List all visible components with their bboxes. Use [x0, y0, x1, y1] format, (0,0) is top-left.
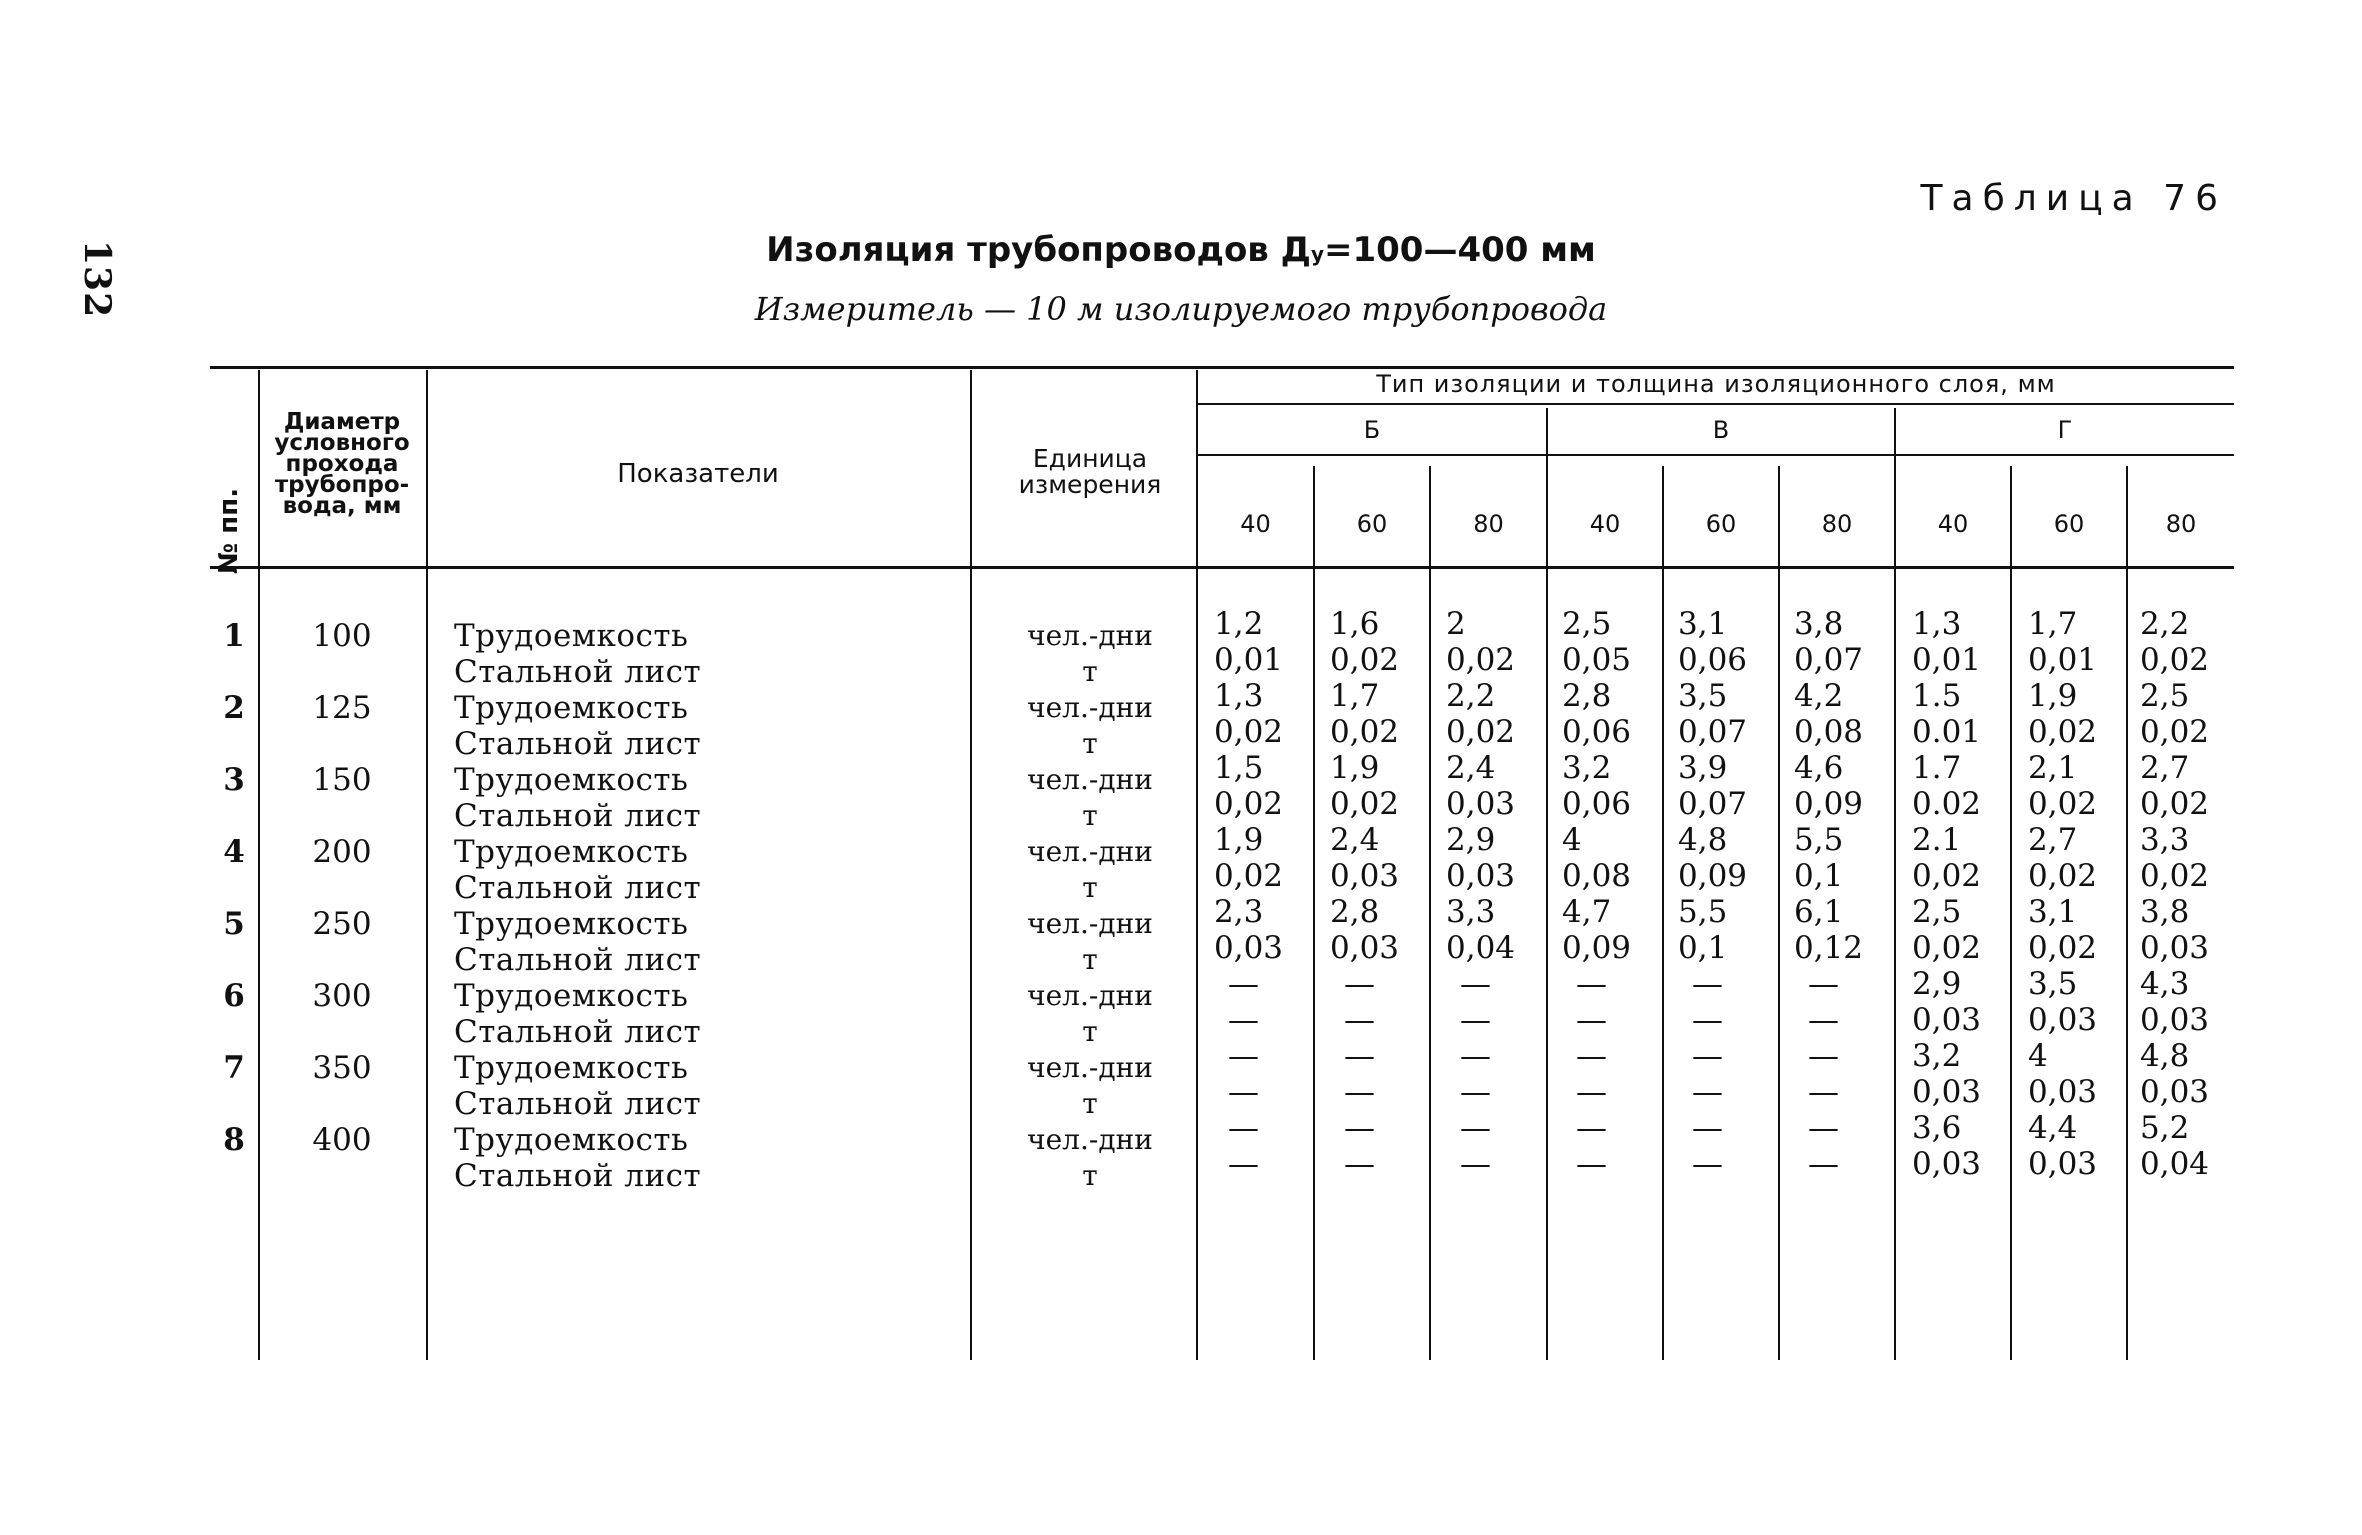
value-cell: —	[1228, 1074, 1259, 1110]
data-table	[210, 366, 2234, 1366]
value-cell: 4,8	[1678, 822, 1728, 858]
value-cell: 2,3	[1214, 894, 1264, 930]
value-cell: —	[1692, 1110, 1723, 1146]
header-thickness-3: 40	[1589, 510, 1621, 538]
row-indicator: Трудоемкость	[454, 690, 689, 726]
row-indicator: Трудоемкость	[454, 1122, 689, 1158]
row-unit: чел.-дни	[1027, 1051, 1153, 1084]
value-cell: —	[1576, 1110, 1607, 1146]
value-cell: 0,03	[2028, 1146, 2098, 1182]
value-cell: 0,01	[1912, 642, 1982, 678]
value-cell: 2,5	[2140, 678, 2190, 714]
value-cell: —	[1460, 1110, 1491, 1146]
value-cell: 0,09	[1794, 786, 1864, 822]
table-top-rule	[210, 366, 2234, 369]
value-cell: 0,03	[1330, 930, 1400, 966]
value-cell: —	[1576, 966, 1607, 1002]
value-column-4	[1678, 606, 1747, 1182]
col-divider-g80	[2126, 466, 2128, 1360]
value-cell: —	[1228, 1002, 1259, 1038]
value-cell: 2,4	[1446, 750, 1496, 786]
value-cell: 0,08	[1794, 714, 1864, 750]
header-indicators: Показатели	[617, 459, 779, 489]
col-divider-group-b	[1546, 408, 1548, 1360]
value-cell: —	[1692, 1146, 1723, 1182]
value-cell: —	[1344, 1146, 1375, 1182]
row-number: 5	[223, 906, 245, 942]
header-thickness-8: 80	[2165, 510, 2197, 538]
value-cell: 3,3	[2140, 822, 2190, 858]
value-cell: 2,7	[2140, 750, 2190, 786]
value-column-8	[2140, 606, 2209, 1182]
value-cell: 3,6	[1912, 1110, 1962, 1146]
header-unit: Единица измерения	[1018, 444, 1162, 499]
value-cell: 2,7	[2028, 822, 2078, 858]
value-cell: 0,03	[2140, 930, 2210, 966]
value-cell: 3,9	[1678, 750, 1728, 786]
col-divider-g60	[2010, 466, 2012, 1360]
row-diameter: 400	[312, 1122, 372, 1158]
value-cell: 0,12	[1794, 930, 1864, 966]
value-cell: 3,3	[1446, 894, 1496, 930]
value-cell: —	[1576, 1074, 1607, 1110]
value-cell: 4,6	[1794, 750, 1844, 786]
row-unit: чел.-дни	[1027, 763, 1153, 796]
value-cell: 6,1	[1794, 894, 1844, 930]
value-column-6	[1912, 606, 1981, 1182]
row-unit: т	[1082, 871, 1098, 904]
value-cell: 0,02	[1330, 714, 1400, 750]
row-diameter: 125	[312, 690, 372, 726]
value-cell: 0,02	[2028, 714, 2098, 750]
value-cell: 0,01	[2028, 642, 2098, 678]
value-cell: 4	[2028, 1038, 2048, 1074]
row-indicator: Трудоемкость	[454, 1050, 689, 1086]
value-cell: 0,02	[1446, 714, 1516, 750]
row-number: 3	[223, 762, 245, 798]
row-unit: чел.-дни	[1027, 907, 1153, 940]
value-column-1	[1330, 606, 1399, 1182]
row-unit: т	[1082, 1159, 1098, 1192]
value-cell: 0,02	[2028, 858, 2098, 894]
row-diameter: 100	[312, 618, 372, 654]
group-header-rule	[1196, 454, 2234, 456]
row-diameter: 350	[312, 1050, 372, 1086]
value-cell: 0,03	[2140, 1074, 2210, 1110]
value-cell: 2,4	[1330, 822, 1380, 858]
value-column-7	[2028, 606, 2097, 1182]
header-group-v: В	[1712, 416, 1730, 444]
row-diameter: 200	[312, 834, 372, 870]
value-cell: 0,02	[1214, 858, 1284, 894]
row-number: 7	[223, 1050, 245, 1086]
value-cell: —	[1576, 1038, 1607, 1074]
row-unit: чел.-дни	[1027, 691, 1153, 724]
value-cell: —	[1344, 1002, 1375, 1038]
value-cell: 0,02	[2140, 786, 2210, 822]
value-cell: —	[1692, 1038, 1723, 1074]
value-cell: —	[1808, 1074, 1839, 1110]
table-label: Таблица 76	[1920, 178, 2227, 219]
value-cell: 0,03	[1214, 930, 1284, 966]
col-divider-v60	[1662, 466, 1664, 1360]
value-cell: 5,2	[2140, 1110, 2190, 1146]
value-cell: 3,5	[1678, 678, 1728, 714]
type-header-rule	[1196, 403, 2234, 405]
value-cell: 1,7	[1330, 678, 1380, 714]
value-cell: 0,03	[1912, 1074, 1982, 1110]
value-cell: —	[1460, 1002, 1491, 1038]
row-indicator: Стальной лист	[454, 942, 702, 978]
value-cell: 2,9	[1912, 966, 1962, 1002]
row-indicator: Стальной лист	[454, 798, 702, 834]
header-thickness-5: 80	[1821, 510, 1853, 538]
value-cell: 4,8	[2140, 1038, 2190, 1074]
value-cell: 3,8	[1794, 606, 1844, 642]
value-cell: 0.01	[1912, 714, 1982, 750]
col-divider-b60	[1313, 466, 1315, 1360]
value-cell: —	[1692, 966, 1723, 1002]
title-subscript: у	[1310, 242, 1324, 266]
value-cell: 0,04	[1446, 930, 1516, 966]
value-cell: 1,9	[2028, 678, 2078, 714]
value-cell: 0,07	[1678, 786, 1748, 822]
row-unit: чел.-дни	[1027, 979, 1153, 1012]
value-cell: 0.02	[1912, 786, 1982, 822]
value-cell: 4,7	[1562, 894, 1612, 930]
header-row-number: № пп.	[214, 487, 245, 575]
row-unit: т	[1082, 727, 1098, 760]
row-indicator: Стальной лист	[454, 1158, 702, 1194]
value-cell: 0,02	[1330, 642, 1400, 678]
value-cell: 2,8	[1562, 678, 1612, 714]
header-thickness-7: 60	[2053, 510, 2085, 538]
value-cell: 0,06	[1678, 642, 1748, 678]
value-cell: —	[1228, 1038, 1259, 1074]
header-thickness-6: 40	[1937, 510, 1969, 538]
row-indicator: Стальной лист	[454, 1014, 702, 1050]
value-cell: 0,07	[1794, 642, 1864, 678]
value-cell: 0,09	[1678, 858, 1748, 894]
value-cell: 1,2	[1214, 606, 1264, 642]
value-cell: 1,3	[1214, 678, 1264, 714]
table-subtitle: Измеритель — 10 м изолируемого трубопровода	[754, 290, 1608, 328]
value-cell: 0,1	[1678, 930, 1728, 966]
value-cell: —	[1228, 1146, 1259, 1182]
value-cell: 4	[1562, 822, 1582, 858]
value-cell: 0,04	[2140, 1146, 2210, 1182]
value-cell: 0,02	[2140, 714, 2210, 750]
value-cell: 2,8	[1330, 894, 1380, 930]
value-cell: 0,02	[2140, 858, 2210, 894]
row-indicator: Трудоемкость	[454, 978, 689, 1014]
value-cell: 0,02	[1446, 642, 1516, 678]
row-number: 1	[223, 618, 245, 654]
value-cell: 1.7	[1912, 750, 1962, 786]
value-cell: —	[1692, 1002, 1723, 1038]
value-cell: 1,9	[1214, 822, 1264, 858]
row-unit: чел.-дни	[1027, 835, 1153, 868]
value-cell: 2.1	[1912, 822, 1962, 858]
value-cell: 5,5	[1794, 822, 1844, 858]
header-thickness-4: 60	[1705, 510, 1737, 538]
value-cell: 0,03	[1912, 1002, 1982, 1038]
header-thickness-0: 40	[1240, 510, 1271, 538]
row-indicator: Трудоемкость	[454, 834, 689, 870]
value-cell: 2,5	[1912, 894, 1962, 930]
value-cell: 1,5	[1214, 750, 1264, 786]
value-cell: 0,02	[2028, 786, 2098, 822]
row-unit: чел.-дни	[1027, 1123, 1153, 1156]
col-divider-indicators	[970, 370, 972, 1360]
value-cell: 0,03	[2028, 1074, 2098, 1110]
value-cell: 3,1	[1678, 606, 1728, 642]
value-cell: —	[1460, 1038, 1491, 1074]
value-cell: 0,08	[1562, 858, 1632, 894]
value-cell: —	[1344, 1110, 1375, 1146]
value-cell: —	[1460, 966, 1491, 1002]
header-thickness-1: 60	[1356, 510, 1388, 538]
row-indicator: Стальной лист	[454, 726, 702, 762]
value-column-5	[1794, 606, 1863, 1182]
value-cell: —	[1344, 1038, 1375, 1074]
row-unit: чел.-дни	[1027, 619, 1153, 652]
row-indicator: Стальной лист	[454, 870, 702, 906]
value-cell: 3,8	[2140, 894, 2190, 930]
header-thickness-2: 80	[1473, 510, 1504, 538]
value-cell: 4,4	[2028, 1110, 2078, 1146]
value-cell: 0,01	[1214, 642, 1284, 678]
header-diameter: Диаметр условного прохода трубопро-вода, мм	[274, 409, 410, 519]
value-cell: 0,02	[1912, 930, 1982, 966]
row-unit: т	[1082, 943, 1098, 976]
value-cell: —	[1808, 1038, 1839, 1074]
value-cell: —	[1228, 1110, 1259, 1146]
table-title	[0, 230, 2362, 270]
row-number: 8	[223, 1122, 245, 1158]
value-column-3	[1562, 606, 1631, 1182]
value-cell: 5,5	[1678, 894, 1728, 930]
value-cell: 0,03	[1330, 858, 1400, 894]
value-cell: —	[1576, 1146, 1607, 1182]
value-cell: 1,3	[1912, 606, 1962, 642]
col-divider-v80	[1778, 466, 1780, 1360]
value-column-0	[1214, 606, 1283, 1182]
col-divider-group-v	[1894, 408, 1896, 1360]
value-cell: 1.5	[1912, 678, 1962, 714]
value-cell: 1,6	[1330, 606, 1380, 642]
value-cell: —	[1344, 1074, 1375, 1110]
value-cell: 0,03	[1446, 786, 1516, 822]
row-unit: т	[1082, 1087, 1098, 1120]
value-cell: 0,02	[1330, 786, 1400, 822]
value-column-2	[1446, 606, 1515, 1182]
value-cell: 0,07	[1678, 714, 1748, 750]
value-cell: —	[1228, 966, 1259, 1002]
row-diameter: 300	[312, 978, 372, 1014]
header-group-b: Б	[1363, 416, 1381, 444]
header-bottom-rule	[210, 566, 2234, 569]
value-cell: 0,02	[1214, 714, 1284, 750]
row-number: 2	[223, 690, 245, 726]
page-number: 132	[76, 240, 118, 319]
value-cell: 1,9	[1330, 750, 1380, 786]
value-cell: —	[1344, 966, 1375, 1002]
value-cell: 2,2	[2140, 606, 2190, 642]
value-cell: 0,03	[2028, 1002, 2098, 1038]
value-cell: 0,06	[1562, 714, 1632, 750]
col-divider-diameter	[426, 370, 428, 1360]
row-diameter: 250	[312, 906, 372, 942]
value-cell: 2,5	[1562, 606, 1612, 642]
col-divider-b80	[1429, 466, 1431, 1360]
title-rest: =100—400 мм	[1324, 230, 1596, 270]
value-cell: 0,03	[1446, 858, 1516, 894]
value-cell: 3,2	[1912, 1038, 1962, 1074]
row-number: 4	[223, 834, 245, 870]
row-indicator: Стальной лист	[454, 1086, 702, 1122]
value-cell: 0,03	[1912, 1146, 1982, 1182]
value-cell: —	[1808, 1146, 1839, 1182]
value-cell: 0,02	[2028, 930, 2098, 966]
value-cell: 2	[1446, 606, 1466, 642]
row-diameter: 150	[312, 762, 372, 798]
value-cell: 0,02	[1912, 858, 1982, 894]
value-cell: —	[1808, 966, 1839, 1002]
value-cell: 3,5	[2028, 966, 2078, 1002]
title-main: Изоляция трубопроводов Д	[766, 230, 1311, 270]
value-cell: —	[1808, 1110, 1839, 1146]
row-unit: т	[1082, 1015, 1098, 1048]
value-cell: —	[1808, 1002, 1839, 1038]
row-unit: т	[1082, 799, 1098, 832]
value-cell: 2,2	[1446, 678, 1496, 714]
value-cell: 0,02	[1214, 786, 1284, 822]
value-cell: 0,05	[1562, 642, 1632, 678]
header-insulation-type: Тип изоляции и толщина изоляционного слоя, мм	[1376, 370, 2056, 398]
value-cell: —	[1460, 1146, 1491, 1182]
row-indicator: Стальной лист	[454, 654, 702, 690]
row-number: 6	[223, 978, 245, 1014]
row-indicator: Трудоемкость	[454, 906, 689, 942]
value-cell: 0,06	[1562, 786, 1632, 822]
value-cell: 4,3	[2140, 966, 2190, 1002]
row-unit: т	[1082, 655, 1098, 688]
value-cell: 4,2	[1794, 678, 1844, 714]
value-cell: 3,2	[1562, 750, 1612, 786]
value-cell: 1,7	[2028, 606, 2078, 642]
value-cell: 3,1	[2028, 894, 2078, 930]
value-cell: —	[1460, 1074, 1491, 1110]
value-cell: —	[1692, 1074, 1723, 1110]
header-group-g: Г	[2057, 416, 2073, 444]
value-cell: 0,1	[1794, 858, 1844, 894]
value-cell: —	[1576, 1002, 1607, 1038]
value-cell: 2,1	[2028, 750, 2078, 786]
row-indicator: Трудоемкость	[454, 618, 689, 654]
value-cell: 0,03	[2140, 1002, 2210, 1038]
value-cell: 0,02	[2140, 642, 2210, 678]
value-cell: 0,09	[1562, 930, 1632, 966]
row-indicator: Трудоемкость	[454, 762, 689, 798]
value-cell: 2,9	[1446, 822, 1496, 858]
